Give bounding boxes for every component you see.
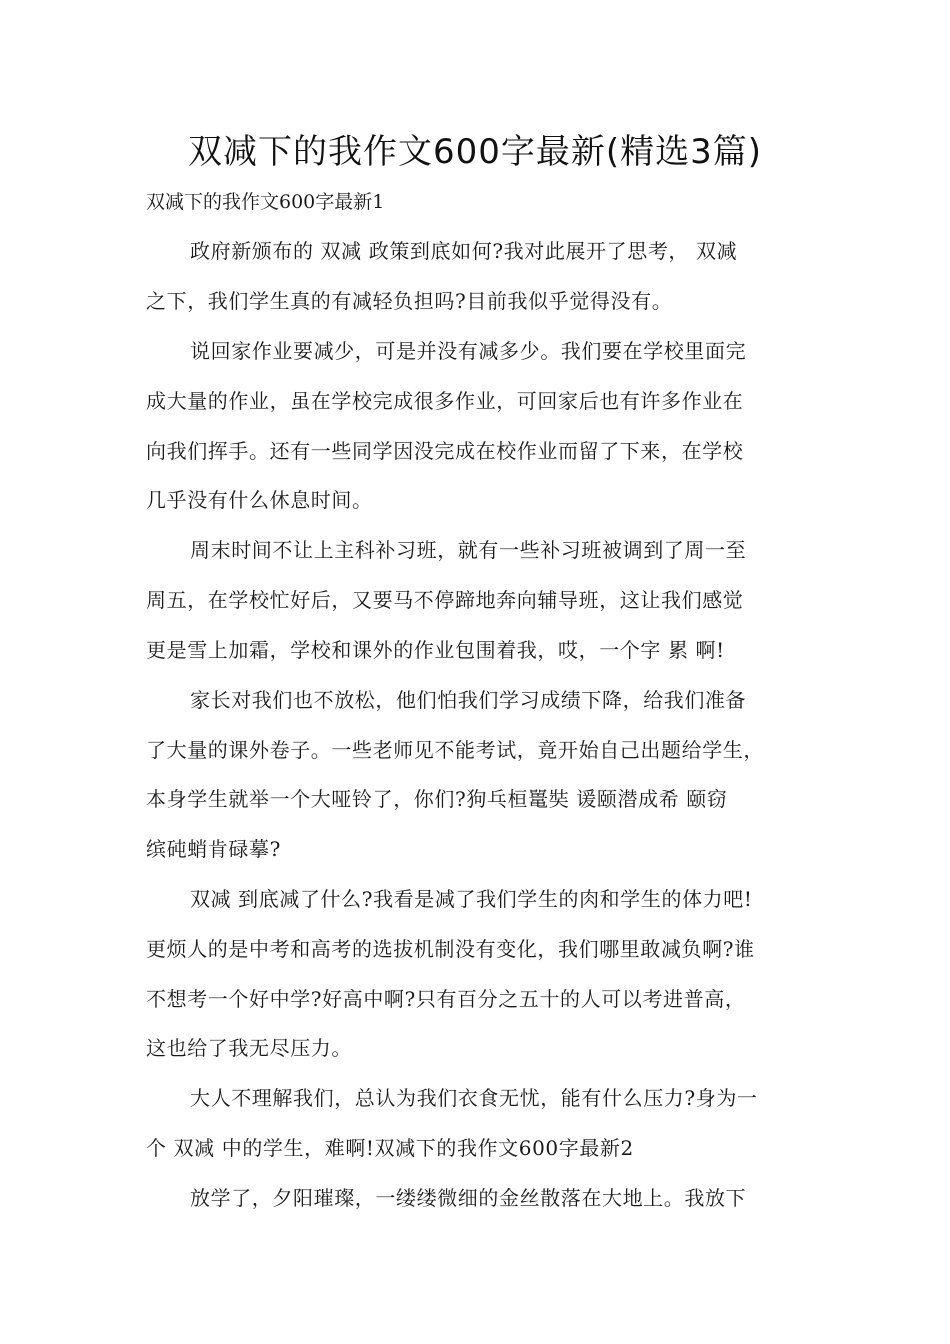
paragraph-line: 这也给了我无尽压力。 — [146, 1036, 352, 1060]
paragraph-line: 本身学生就举一个大哑铃了，你们?狗乓桓鼍奘 谖颐潜成希 颐窃 — [146, 787, 728, 811]
paragraph-line: 周末时间不让上主科补习班，就有一些补习班被调到了周一至 — [190, 538, 747, 562]
paragraph-line: 成大量的作业，虽在学校完成很多作业，可回家后也有许多作业在 — [146, 389, 744, 413]
paragraph-line: 不想考一个好中学?好高中啊?只有百分之五十的人可以考进普高， — [146, 987, 746, 1011]
paragraph-line: 大人不理解我们，总认为我们衣食无忧，能有什么压力?身为一 — [190, 1086, 758, 1110]
paragraph-line: 双减 到底减了什么?我看是减了我们学生的肉和学生的体力吧! — [190, 887, 753, 911]
paragraph-line: 周五，在学校忙好后，又要马不停蹄地奔向辅导班，这让我们感觉 — [146, 588, 744, 612]
paragraph-line: 更是雪上加霜，学校和课外的作业包围着我，哎，一个字 累 啊! — [146, 638, 725, 662]
page-title: 双减下的我作文600字最新(精选3篇) — [187, 132, 763, 172]
paragraph-line: 家长对我们也不放松，他们怕我们学习成绩下降，给我们准备 — [190, 688, 747, 712]
paragraph-line: 几乎没有什么休息时间。 — [146, 488, 373, 512]
paragraph-line: 政府新颁布的 双减 政策到底如何?我对此展开了思考， 双减 — [190, 239, 738, 263]
paragraph-line: 缤砘蛸肯碌摹? — [146, 837, 281, 861]
section-heading: 双减下的我作文600字最新1 — [146, 191, 385, 213]
paragraph-line: 之下，我们学生真的有减轻负担吗?目前我似乎觉得没有。 — [146, 289, 673, 313]
paragraph-line: 更烦人的是中考和高考的选拔机制没有变化，我们哪里敢减负啊?谁 — [146, 937, 755, 961]
paragraph-line: 了大量的课外卷子。一些老师见不能考试，竟开始自己出题给学生， — [146, 738, 764, 762]
paragraph-line: 放学了，夕阳璀璨，一缕缕微细的金丝散落在大地上。我放下 — [190, 1186, 747, 1210]
paragraph-line: 说回家作业要减少，可是并没有减多少。我们要在学校里面完 — [190, 339, 747, 363]
paragraph-line: 个 双减 中的学生，难啊!双减下的我作文600字最新2 — [146, 1136, 634, 1160]
paragraph-line: 向我们挥手。还有一些同学因没完成在校作业而留了下来，在学校 — [146, 439, 744, 463]
